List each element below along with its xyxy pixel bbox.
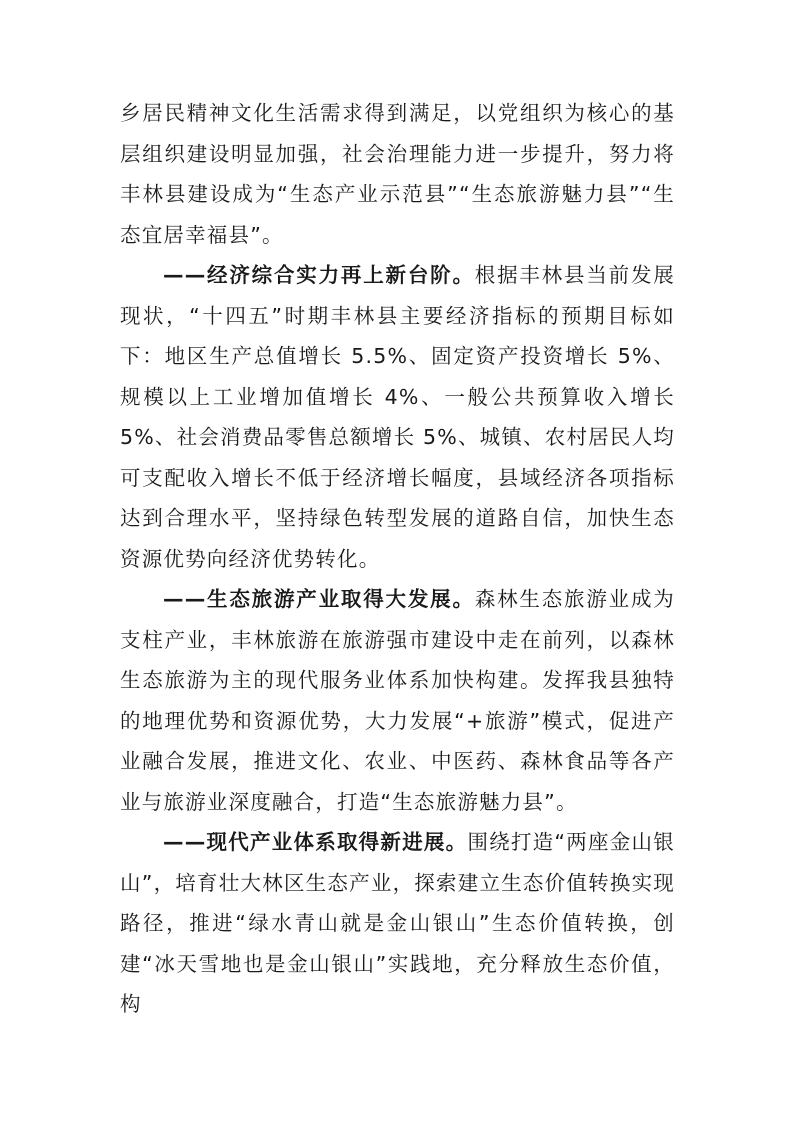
paragraph-continuation: [120, 93, 675, 255]
paragraph-body: 森林生态旅游业成为支柱产业，丰林旅游在旅游强市建设中走在前列，以森林生态旅游为主的现代服务业体系加快构建。发挥我县独特的地理优势和资源优势，大力发展“+旅游”模式，促进产业融合发展，推进文化、农业、中医药、森林食品等各产业与旅游业深度融合，打造“生态旅游魅力县”。: [120, 587, 675, 814]
paragraph-heading: ——现代产业体系取得新进展。: [163, 830, 468, 854]
document-page: [120, 93, 675, 1025]
paragraph-economic-strength: [120, 255, 675, 579]
paragraph-heading: ——经济综合实力再上新台阶。: [163, 263, 475, 287]
paragraph-body: 围绕打造“两座金山银山”，培育壮大林区生态产业，探索建立生态价值转换实现路径，推进“绿水青山就是金山银山”生态价值转换，创建“冰天雪地也是金山银山”实践地，充分释放生态价值，构: [120, 830, 675, 1016]
paragraph-heading: ——生态旅游产业取得大发展。: [163, 587, 475, 611]
paragraph-body: 根据丰林县当前发展现状，“十四五”时期丰林县主要经济指标的预期目标如下：地区生产总值增长 5.5%、固定资产投资增长 5%、规模以上工业增加值增长 4%、一般公共预算收入增长 5%、社会消费品零售总额增长 5%、城镇、农村居民人均可支配收入增长不低于经济增长幅度，县域经济各项指标达到合理水平，坚持绿色转型发展的道路自信，加快生态资源优势向经济优势转化。: [120, 263, 675, 571]
paragraph-body: 乡居民精神文化生活需求得到满足，以党组织为核心的基层组织建设明显加强，社会治理能力进一步提升，努力将丰林县建设成为“生态产业示范县”“生态旅游魅力县”“生态宜居幸福县”。: [120, 101, 675, 247]
paragraph-modern-industry: [120, 822, 675, 1025]
paragraph-eco-tourism: [120, 579, 675, 822]
